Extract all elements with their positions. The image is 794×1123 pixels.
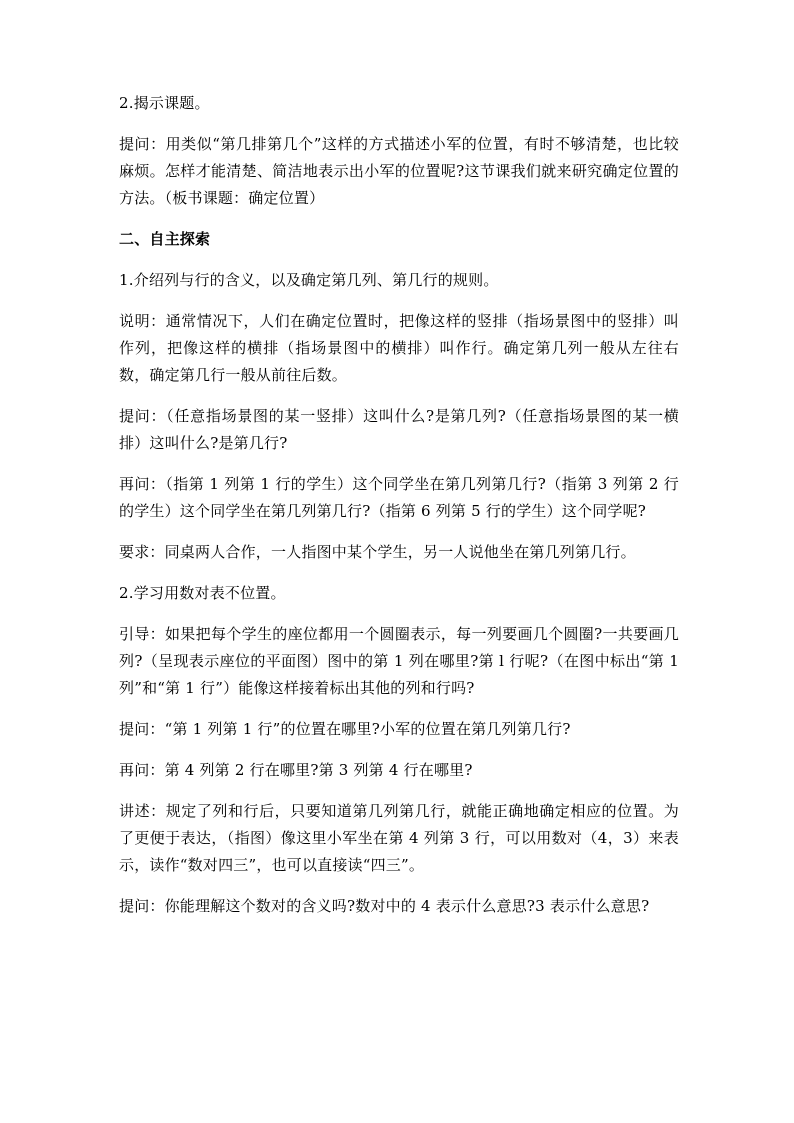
paragraph-ask-again-2: 再问：第 4 列第 2 行在哪里?第 3 列第 4 行在哪里?: [119, 761, 473, 779]
paragraph-guide: 引导：如果把每个学生的座位都用一个圆圈表示，每一列要画几个圆圈?一共要画几列?（呈现表示座位的平面图）图中的第 1 列在哪里?第 l 行呢?（在图中标出“第 1 列”和“第 1 行”）能像这样接着标出其他的列和行吗?: [119, 625, 679, 697]
paragraph-question-position: 提问：“第 1 列第 1 行”的位置在哪里?小军的位置在第几列第几行?: [119, 720, 571, 738]
paragraph-question-column-row: 提问：（任意指场景图的某一竖排）这叫什么?是第几列?（任意指场景图的某一横排）这叫什么?是第几行?: [119, 407, 679, 452]
paragraph-explanation: 说明：通常情况下，人们在确定位置时，把像这样的竖排（指场景图中的竖排）叫作列，把像这样的横排（指场景图中的横排）叫作行。确定第几列一般从左往右数，确定第几行一般从前往后数。: [119, 312, 679, 384]
paragraph-learn-number-pair: 2.学习用数对表不位置。: [119, 584, 286, 602]
paragraph-question-intro: 提问：用类似“第几排第几个”这样的方式描述小军的位置，有时不够清楚，也比较麻烦。怎样才能清楚、简洁地表示出小军的位置呢?这节课我们就来研究确定位置的方法。（板书课题：确定位置）: [119, 135, 679, 207]
paragraph-ask-again: 再问：（指第 1 列第 1 行的学生）这个同学坐在第几列第几行?（指第 3 列第 2 行的学生）这个同学坐在第几列第几行?（指第 6 列第 5 行的学生）这个同学呢?: [119, 475, 679, 520]
paragraph-intro-column-row: 1.介绍列与行的含义，以及确定第几列、第几行的规则。: [119, 271, 499, 289]
paragraph-question-meaning: 提问：你能理解这个数对的含义吗?数对中的 4 表示什么意思?3 表示什么意思?: [119, 897, 650, 915]
paragraph-reveal-topic: 2.揭示课题。: [119, 94, 210, 112]
paragraph-lecture: 讲述：规定了列和行后，只要知道第几列第几行，就能正确地确定相应的位置。为了更便于表达，（指图）像这里小军坐在第 4 列第 3 行，可以用数对（4，3）来表示，读作“数对四三”，也可以直接读“四三”。: [119, 802, 679, 874]
section-heading-self-explore: 二、自主探索: [119, 230, 211, 248]
document-page: [119, 90, 679, 934]
paragraph-requirement: 要求：同桌两人合作，一人指图中某个学生，另一人说他坐在第几列第几行。: [119, 543, 636, 561]
